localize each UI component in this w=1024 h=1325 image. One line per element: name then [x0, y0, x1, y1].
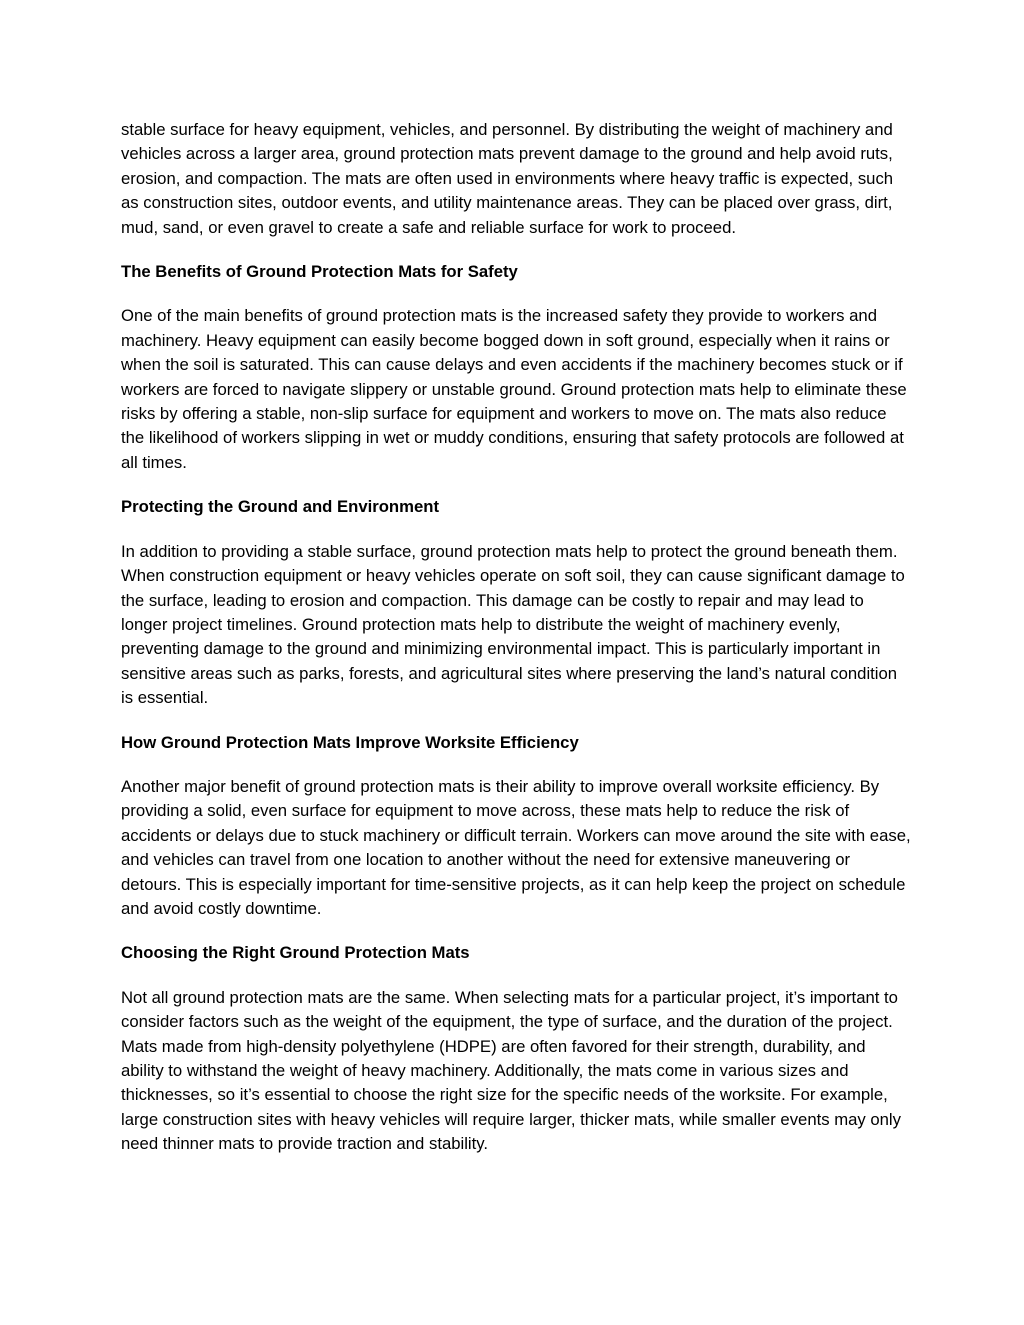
section-body-choosing: Not all ground protection mats are the same. When selecting mats for a particular project, it’s important to consider factors such as the weight of the equipment, the type of surface, and the duration of the project. Mats made from high-density polyethylene (HDPE) are often favored for their strength, durability, and ability to withstand the weight of heavy machinery. Additionally, the mats come in various sizes and thicknesses, so it’s essential to choose the right size for the specific needs of the worksite. For example, large construction sites with heavy vehicles will require larger, thicker mats, while smaller events may only need thinner mats to provide traction and stability.	[121, 987, 901, 1154]
section-body-safety: One of the main benefits of ground protection mats is the increased safety they provide to workers and machinery. Heavy equipment can easily become bogged down in soft ground, especially when it rains or when the soil is saturated. This can cause delays and even accidents if the machinery becomes stuck or if workers are forced to navigate slippery or unstable ground. Ground protection mats help to eliminate these risks by offering a stable, non-slip surface for equipment and workers to move on. The mats also reduce the likelihood of workers slipping in wet or muddy conditions, ensuring that safety protocols are followed at all times.	[121, 306, 907, 472]
section-body-environment: In addition to providing a stable surface, ground protection mats help to protect the ground beneath them. When construction equipment or heavy vehicles operate on soft soil, they can cause significant damage to the surface, leading to erosion and compaction. This damage can be costly to repair and may lead to longer project timelines. Ground protection mats help to distribute the weight of machinery evenly, preventing damage to the ground and minimizing environmental impact. This is particularly important in sensitive areas such as parks, forests, and agricultural sites where preserving the land’s natural condition is essential.	[121, 541, 905, 708]
section-heading-safety: The Benefits of Ground Protection Mats for Safety	[121, 262, 518, 282]
document-page	[121, 118, 911, 1157]
section-heading-environment: Protecting the Ground and Environment	[121, 497, 439, 517]
section-heading-efficiency: How Ground Protection Mats Improve Worksite Efficiency	[121, 732, 579, 752]
section-heading-choosing: Choosing the Right Ground Protection Mats	[121, 943, 470, 963]
intro-paragraph: stable surface for heavy equipment, vehicles, and personnel. By distributing the weight of machinery and vehicles across a larger area, ground protection mats prevent damage to the ground and help avoid ruts, erosion, and compaction. The mats are often used in environments where heavy traffic is expected, such as construction sites, outdoor events, and utility maintenance areas. They can be placed over grass, dirt, mud, sand, or even gravel to create a safe and reliable surface for work to proceed.	[121, 120, 894, 237]
section-body-efficiency: Another major benefit of ground protection mats is their ability to improve overall worksite efficiency. By providing a solid, even surface for equipment to move across, these mats help to reduce the risk of accidents or delays due to stuck machinery or difficult terrain. Workers can move around the site with ease, and vehicles can travel from one location to another without the need for extensive maneuvering or detours. This is especially important for time-sensitive projects, as it can help keep the project on schedule and avoid costly downtime.	[121, 776, 911, 918]
